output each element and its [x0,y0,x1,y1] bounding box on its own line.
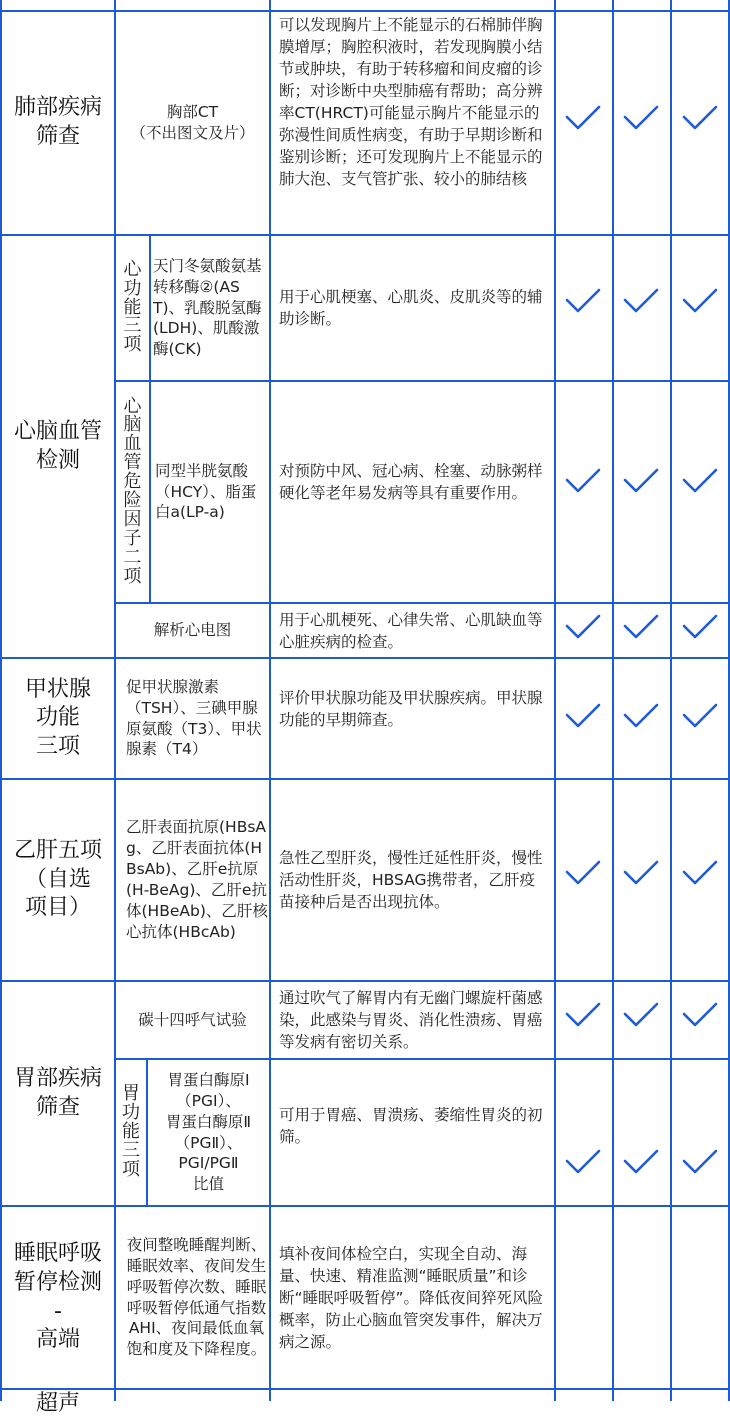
category-line: - [54,1298,62,1324]
category-line: 暂停检测 [13,1269,102,1295]
item-line: 比值 [192,1175,224,1194]
description-c14-breath-test: 通过吹气了解胃内有无幽门螺旋杆菌感染，此感染与胃炎、消化性溃疡、胃癌等发病有密切关系。 [279,989,543,1051]
category-line: 检测 [35,447,80,473]
category-line: 胃部疾病 [13,1065,102,1091]
item-hcy-lpa: 同型半胱氨酸（HCY）、脂蛋白a(LP-a) [155,461,257,522]
item-line: （PGⅠ）、 [176,1091,241,1110]
category-line: 项目） [24,895,91,921]
check-icon [621,103,661,133]
check-icon [563,1000,603,1030]
sub-label-cardiovascular-risk: 心脑血管危险因子二项 [123,395,142,587]
category-line: 甲状腺 [24,676,91,702]
check-icon [621,466,661,496]
category-line: 心脑血管 [13,418,102,444]
check-icon [680,858,720,888]
check-icon [563,701,603,731]
description-sleep-apnea: 填补夜间体检空白，实现全自动、海量、快速、精准监测“睡眠质量”和诊断“睡眠呼吸暂停”。降低夜间猝死风险概率，防止心脑血管突发事件，解决万病之源。 [279,1244,544,1351]
check-icon [621,1000,661,1030]
item-chest-ct [116,12,269,234]
description-hepatitis-b: 急性乙型肝炎，慢性迁延性肝炎，慢性活动性肝炎，HBSAG携带者，乙肝疫苗接种后是否出现抗体。 [279,849,543,911]
item-thyroid-hormones: 促甲状腺激素（TSH）、三碘甲腺原氨酸（T3）、甲状腺素（T4） [126,677,262,759]
check-icon [563,286,603,316]
category-line: （自选 [24,866,91,892]
category-lung-screening [2,12,114,234]
check-icon [680,612,720,642]
description-ecg: 用于心肌梗死、心律失常、心肌缺血等心脏疾病的检查。 [279,610,543,651]
item-line: 胃蛋白酶原Ⅱ [165,1112,252,1131]
check-icon [621,286,661,316]
description-pepsinogen: 可用于胃癌、胃溃疡、萎缩性胃炎的初筛。 [279,1106,543,1146]
sub-label-gastric-function: 胃功能三项 [122,1083,140,1180]
category-line: 功能 [35,705,80,731]
check-icon [563,858,603,888]
item-c14-breath-test: 碳十四呼气试验 [138,1010,247,1029]
category-cardiovascular [2,236,114,657]
check-icon [680,1147,720,1177]
check-icon [680,103,720,133]
description-thyroid: 评价甲状腺功能及甲状腺疾病。甲状腺功能的早期筛查。 [279,689,543,729]
category-stomach-screening [2,982,114,1205]
description-cardiac-enzymes: 用于心肌梗塞、心肌炎、皮肌炎等的辅助诊断。 [279,288,543,328]
check-icon [680,286,720,316]
category-ultrasound: 超声 [35,1391,80,1416]
check-icon [563,612,603,642]
item-line: PGⅠ/PGⅡ [178,1154,239,1173]
item-sleep-monitoring: 夜间整晚睡醒判断、睡眠效率、夜间发生呼吸暂停次数、睡眠呼吸暂停低通气指数AHI、夜间最低血氧饱和度及下降程度。 [126,1235,267,1359]
item-line: （不出图文及片） [130,124,255,142]
item-line: 胸部CT [166,103,219,122]
category-line: 肺部疾病 [13,95,102,121]
item-line: （PGⅡ）、 [174,1133,243,1152]
category-hepatitis-b [2,780,114,980]
check-icon [680,701,720,731]
check-icon [680,466,720,496]
category-line: 乙肝五项 [13,838,102,864]
category-sleep-apnea [2,1207,114,1388]
check-icon [563,1147,603,1177]
check-icon [621,612,661,642]
check-icon [563,466,603,496]
item-pepsinogen [148,1060,269,1205]
check-icon [621,701,661,731]
description-chest-ct: 可以发现胸片上不能显示的石棉肺伴胸膜增厚；胸腔积液时，若发现胸膜小结节或肿块，有助于转移瘤和间皮瘤的诊断；对诊断中央型肺癌有帮助；高分辨率CT(HRCT)可能显示胸片不能显示的弥漫性间质性病变，有助于早期诊断和鉴别诊断；还可发现胸片上不能显示的肺大泡、支气管扩张、较小的肺结核 [279,16,543,188]
category-thyroid [2,659,114,778]
sub-label-cardiac-function: 心功能三项 [123,258,142,356]
description-hcy-lpa: 对预防中风、冠心病、栓塞、动脉粥样硬化等老年易发病等具有重要作用。 [279,462,543,502]
category-line: 筛查 [35,124,80,149]
item-ecg: 解析心电图 [153,621,232,640]
category-line: 三项 [35,733,80,759]
item-cardiac-enzymes: 天门冬氨酸氨基转移酶②(AST)、乳酸脱氢酶(LDH)、肌酸激酶(CK) [153,256,262,359]
check-icon [563,103,603,133]
check-icon [621,858,661,888]
check-icon [621,1147,661,1177]
item-hepatitis-b-markers: 乙肝表面抗原(HBsAg、乙肝表面抗体(HBsAb)、乙肝e抗原(H-BeAg)、乙肝e抗体(HBeAb)、乙肝核心抗体(HBcAb) [126,818,268,941]
check-icon [680,1000,720,1030]
category-line: 睡眠呼吸 [13,1241,102,1267]
category-line: 高端 [35,1327,80,1353]
category-line: 筛查 [35,1094,80,1120]
item-line: 胃蛋白酶原Ⅰ [167,1070,250,1089]
